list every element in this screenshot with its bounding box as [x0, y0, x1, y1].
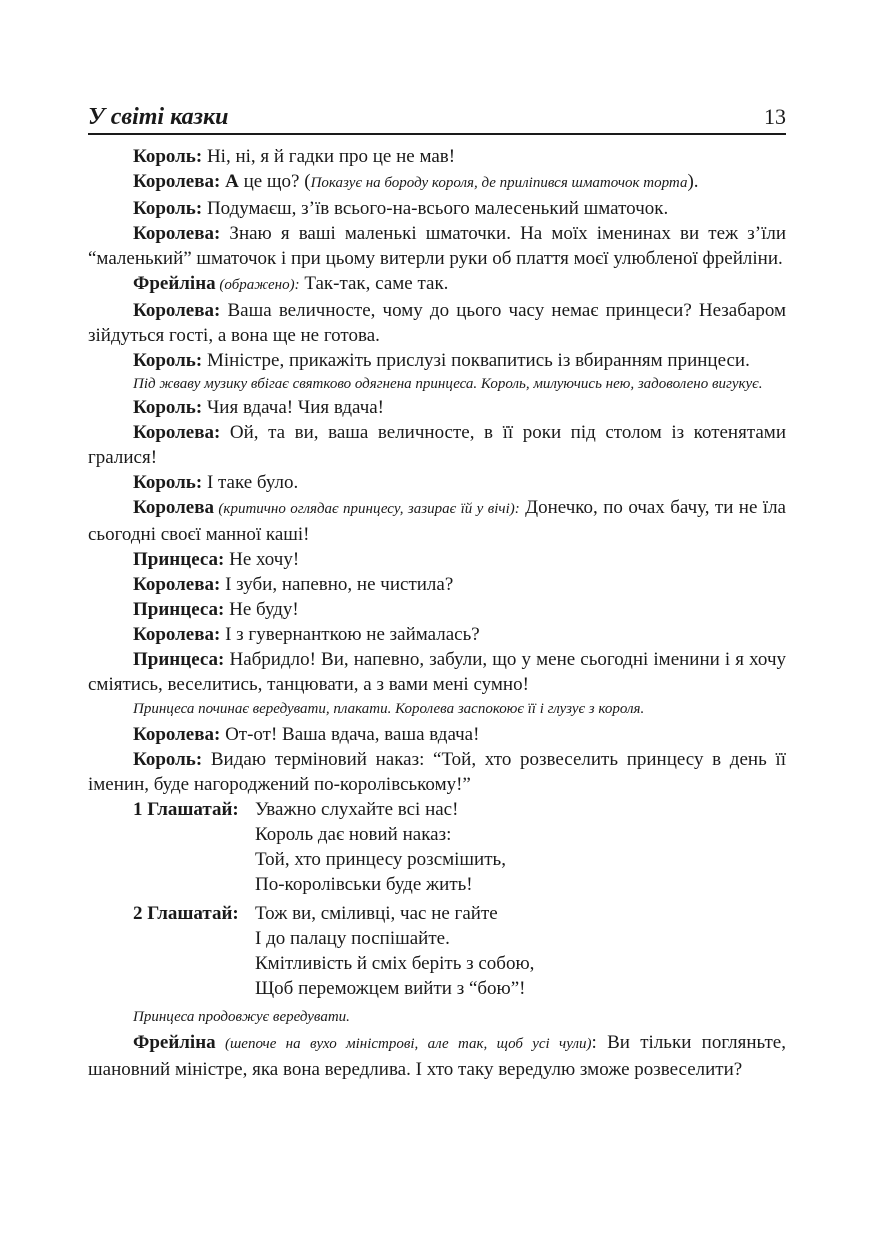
verse-lines: [255, 901, 786, 1001]
dialogue-line: [88, 196, 786, 221]
book-title: У світі казки: [88, 104, 229, 130]
speaker: Принцеса:: [133, 649, 225, 670]
line-text: це що? (: [238, 171, 311, 192]
dialogue-line: [88, 572, 786, 597]
speaker: Король:: [133, 198, 203, 219]
stage-direction: Принцеса починає вередувати, плакати. Королева заспокоює її і глузує з короля.: [133, 701, 645, 717]
line-text: Чия вдача! Чия вдача!: [202, 397, 385, 418]
line-text: Донечко, по очах бачу, ти не їла сьогодні своєї манної каші!: [88, 497, 786, 545]
dialogue-line: [88, 169, 786, 196]
speaker: Король:: [133, 146, 203, 167]
speaker: Фрейліна: [133, 273, 216, 294]
dialogue-line: [88, 622, 786, 647]
stage-remark: (ображено):: [215, 277, 300, 293]
speaker: Королева:: [133, 422, 221, 443]
running-header: [88, 100, 786, 135]
speaker: Королева:: [133, 171, 221, 192]
line-text: І таке було.: [202, 472, 299, 493]
stage-direction: Принцеса продовжує вередувати.: [133, 1009, 350, 1025]
line-text: І з гувернанткою не займалась?: [220, 624, 480, 645]
dialogue-line: [88, 221, 786, 271]
line-text: І зуби, напевно, не чистила?: [220, 574, 454, 595]
speaker: Королева:: [133, 574, 221, 595]
speaker: Принцеса:: [133, 549, 225, 570]
verse-speaker: 2 Глашатай:: [133, 903, 239, 924]
speaker: Король:: [133, 472, 203, 493]
verse-block: [133, 797, 786, 897]
speaker: Король:: [133, 397, 203, 418]
verse-line: Уважно слухайте всі нас!: [255, 799, 459, 820]
verse-lines: [255, 797, 786, 897]
speaker: Королева: [133, 497, 215, 518]
verse-line: Тож ви, сміливці, час не гайте: [255, 903, 498, 924]
dialogue-line: [88, 722, 786, 747]
dialogue-line: [88, 597, 786, 622]
dialogue-line: [88, 470, 786, 495]
speaker: Королева:: [133, 724, 221, 745]
speaker: Король:: [133, 350, 203, 371]
speaker: Королева:: [133, 223, 221, 244]
stage-direction: Під жваву музику вбігає святково одягнена принцеса. Король, милуючись нею, задоволено вигукує.: [133, 376, 763, 392]
verse-line: По-королівськи буде жить!: [255, 874, 473, 895]
speaker: Король:: [133, 749, 203, 770]
verse-line: Кмітливість й сміх беріть з собою,: [255, 953, 535, 974]
verse-block: [133, 901, 786, 1001]
speaker: Принцеса:: [133, 599, 225, 620]
line-text: Ой, та ви, ваша величносте, в її роки під столом із котенятами гралися!: [88, 422, 786, 468]
dialogue-line: [88, 420, 786, 470]
dialogue-line: [88, 144, 786, 169]
stage-remark: (шепоче на вухо міністрові, але так, щоб усі чули): [215, 1036, 592, 1052]
dialogue-line: [88, 395, 786, 420]
verse-line: Той, хто принцесу розсмішить,: [255, 849, 506, 870]
line-text: : Ви тільки погляньте, шановний міністре, яка вона вередлива. І хто таку вередулю зможе розвеселити?: [88, 1032, 786, 1080]
line-text: Не хочу!: [224, 549, 300, 570]
speaker: Королева:: [133, 300, 221, 321]
line-text: Не буду!: [224, 599, 299, 620]
play-text: [88, 144, 786, 1082]
dialogue-line: [88, 495, 786, 547]
line-bold-text: А: [220, 171, 239, 192]
dialogue-line: [88, 647, 786, 697]
line-text: Міністре, прикажіть прислузі поквапитись із вбиранням принцеси.: [202, 350, 750, 371]
page-number: 13: [764, 104, 786, 129]
dialogue-line: [88, 271, 786, 298]
line-text: От-от! Ваша вдача, ваша вдача!: [220, 724, 480, 745]
line-text: Ні, ні, я й гадки про це не мав!: [202, 146, 456, 167]
dialogue-line: [88, 547, 786, 572]
stage-remark: Показує на бороду короля, де приліпився шматочок торта: [310, 175, 688, 191]
line-text-end: ).: [687, 171, 699, 192]
line-text: Так-так, саме так.: [299, 273, 449, 294]
speaker: Королева:: [133, 624, 221, 645]
stage-remark: (критично оглядає принцесу, зазирає їй у вічі):: [214, 501, 520, 517]
line-text: Видаю терміновий наказ: “Той, хто розвеселить принцесу в день її іменин, буде нагороджений по-королівському!”: [88, 749, 786, 795]
verse-line: Щоб переможцем вийти з “бою”!: [255, 978, 526, 999]
line-text: Знаю я ваші маленькі шматочки. На моїх іменинах ви теж з’їли “маленький” шматочок і при цьому витерли руки об плаття моєї улюбленої фрейліни.: [88, 223, 786, 269]
dialogue-line: [88, 747, 786, 797]
line-text: Набридло! Ви, напевно, забули, що у мене сьогодні іменини і я хочу сміятись, веселитись, танцювати, а з вами мені сумно!: [88, 649, 786, 695]
dialogue-line: [88, 298, 786, 348]
speaker: Фрейліна: [133, 1032, 216, 1053]
verse-line: Король дає новий наказ:: [255, 824, 452, 845]
dialogue-line: [88, 1030, 786, 1082]
verse-speaker: 1 Глашатай:: [133, 799, 239, 820]
line-text: Ваша величносте, чому до цього часу немає принцеси? Незабаром зійдуться гості, а вона ще не готова.: [88, 300, 786, 346]
dialogue-line: [88, 348, 786, 373]
line-text: Подумаєш, з’їв всього-на-всього малесенький шматочок.: [202, 198, 669, 219]
verse-line: І до палацу поспішайте.: [255, 928, 450, 949]
